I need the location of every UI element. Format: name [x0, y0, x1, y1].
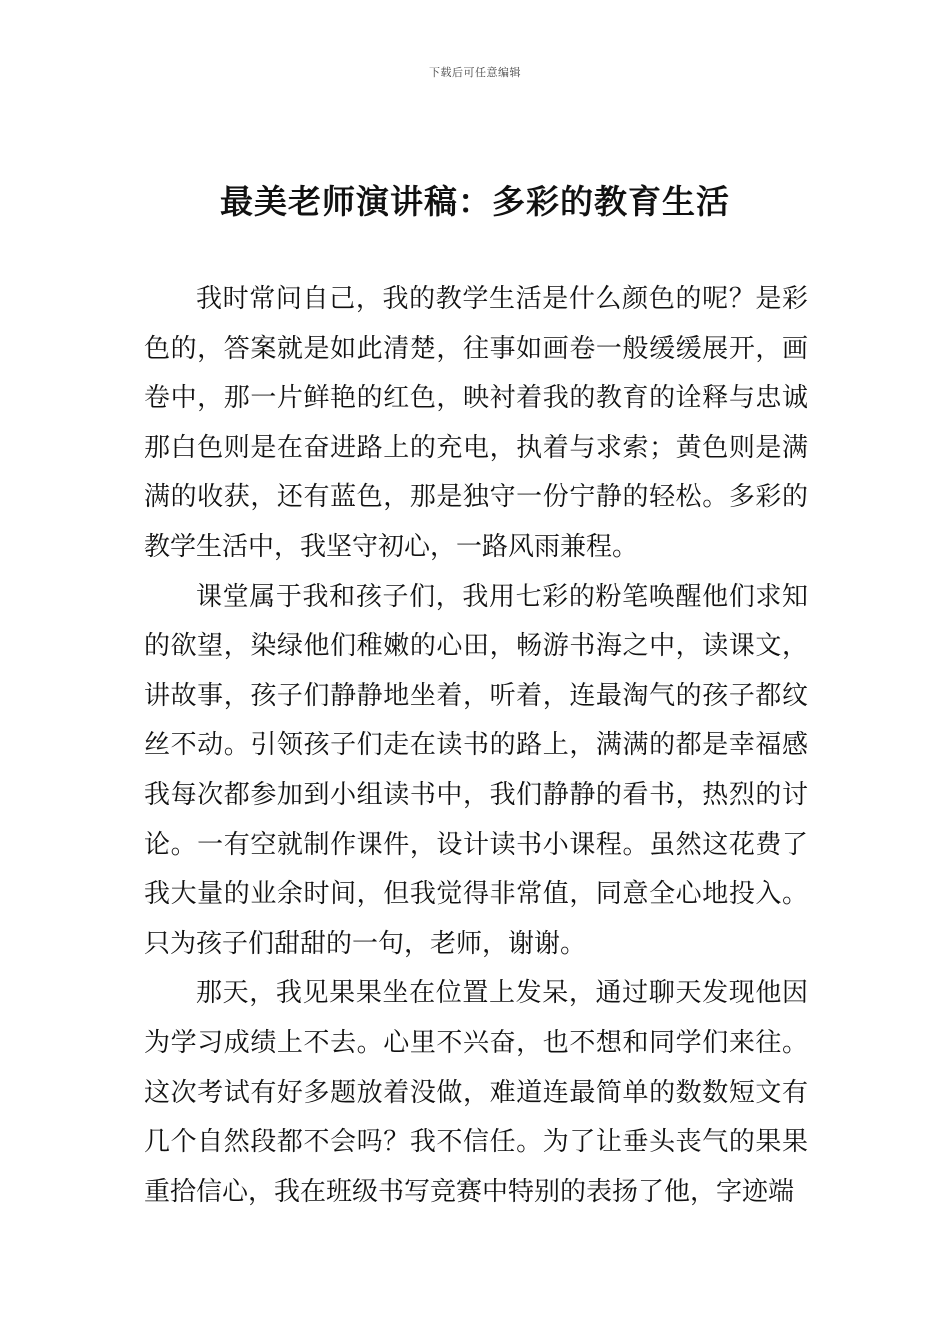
document-title: 最美老师演讲稿：多彩的教育生活 [220, 182, 730, 221]
header-note: 下载后可任意编辑 [429, 66, 521, 79]
paragraph-1: 我时常问自己，我的教学生活是什么颜色的呢？是彩色的，答案就是如此清楚，往事如画卷一般缓缓展开，画卷中，那一片鲜艳的红色，映衬着我的教育的诠释与忠诚那白色则是在奋进路上的充电，执着与求索；黄色则是满满的收获，还有蓝色，那是独守一份宁静的轻松。多彩的教学生活中，我坚守初心，一路风雨兼程。 [144, 284, 808, 562]
document-body [144, 275, 808, 1217]
paragraph-3: 那天，我见果果坐在位置上发呆，通过聊天发现他因为学习成绩上不去。心里不兴奋，也不想和同学们来往。这次考试有好多题放着没做，难道连最简单的数数短文有几个自然段都不会吗？我不信任。为了让垂头丧气的果果重拾信心，我在班级书写竞赛中特别的表扬了他，字迹端 [144, 978, 808, 1207]
paragraph-2: 课堂属于我和孩子们，我用七彩的粉笔唤醒他们求知的欲望，染绿他们稚嫩的心田，畅游书海之中，读课文，讲故事，孩子们静静地坐着，听着，连最淘气的孩子都纹丝不动。引领孩子们走在读书的路上，满满的都是幸福感我每次都参加到小组读书中，我们静静的看书，热烈的讨论。一有空就制作课件，设计读书小课程。虽然这花费了我大量的业余时间，但我觉得非常值，同意全心地投入。只为孩子们甜甜的一句，老师，谢谢。 [144, 581, 808, 959]
